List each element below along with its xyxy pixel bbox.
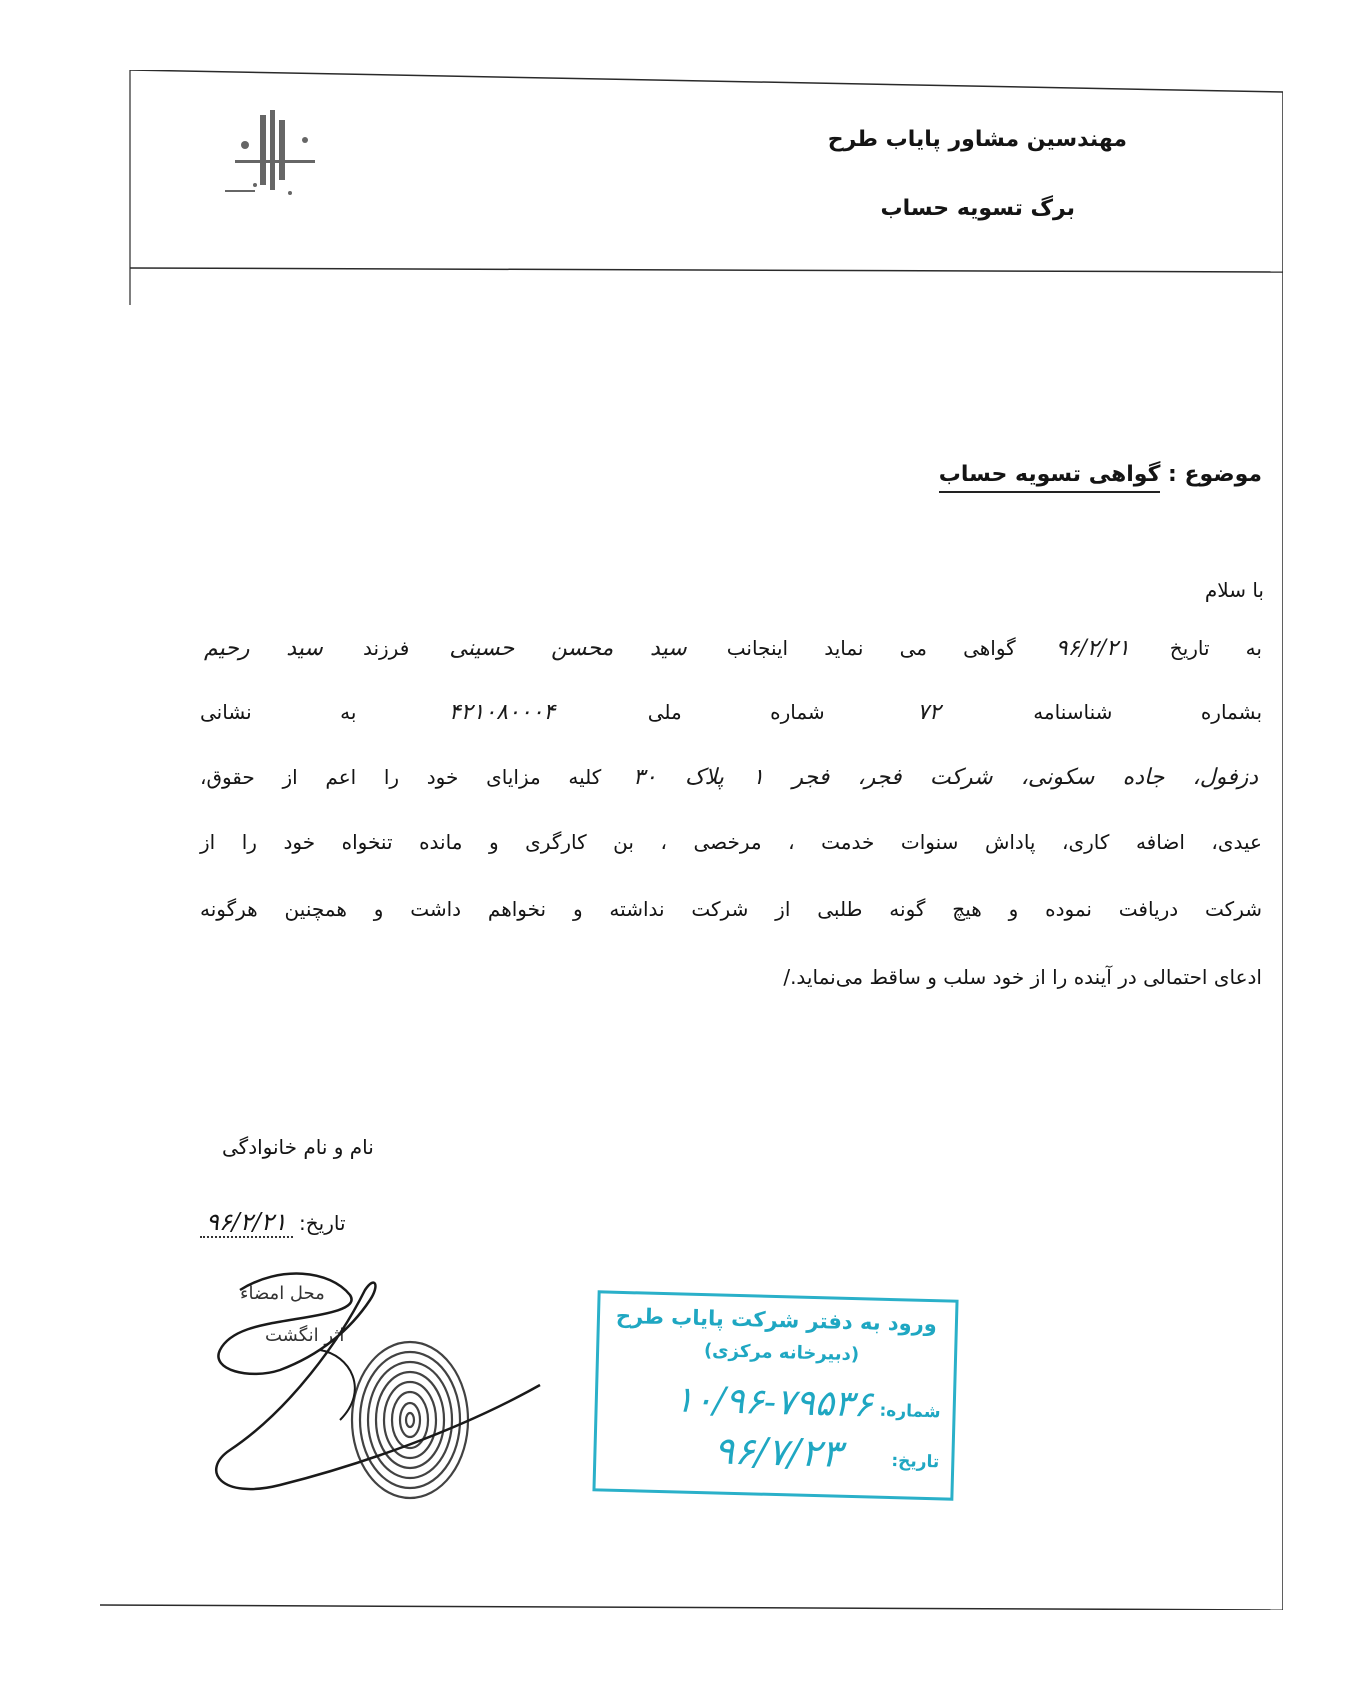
body-line-4: عیدی، اضافه کاری، پاداش سنوات خدمت ، مرخصی ، بن کارگری و مانده تنخواه خود را از [200, 830, 1262, 854]
text-child-of: فرزند [362, 636, 410, 660]
registration-stamp [592, 1290, 958, 1500]
stamp-date: ۹۶/۷/۲۳ [713, 1428, 843, 1476]
subject-label: موضوع : [1168, 462, 1262, 487]
company-name: مهندسین مشاور پایاب طرح [827, 127, 1127, 152]
text-certify: گواهی می نماید اینجانب [726, 636, 1016, 660]
handwritten-address: دزفول، جاده سکونی، شرکت فجر، فجر ۱ پلاک ۳۰ [633, 765, 1259, 790]
handwritten-national-id: ۴۲۱۰۸۰۰۰۴ [448, 700, 556, 725]
body-line-6: ادعای احتمالی در آینده را از خود سلب و ساقط می‌نماید./ [783, 965, 1262, 989]
text-national-id: شماره ملی [647, 700, 825, 724]
text-id-number: بشماره شناسنامه [1033, 700, 1263, 724]
fingerprint-label: اثر انگشت [265, 1325, 345, 1346]
text-benefits: کلیه مزایای خود را اعم از حقوق، [200, 765, 602, 789]
signature-label: محل امضاء [240, 1283, 325, 1304]
body-line-1 [200, 636, 1262, 661]
stamp-number: ۱۰/۹۶-۷۹۵۳۶ [673, 1379, 874, 1426]
footer-date-value: ۹۶/۲/۲۱ [200, 1208, 293, 1238]
name-label: نام و نام خانوادگی [222, 1135, 374, 1159]
handwritten-father-name: سید رحیم [204, 636, 323, 661]
handwritten-date: ۹۶/۲/۲۱ [1055, 636, 1130, 661]
company-logo [215, 105, 335, 215]
footer-date-label: تاریخ: [298, 1211, 346, 1235]
text-address: به نشانی [200, 700, 357, 724]
handwritten-name: سید محسن حسینی [449, 636, 687, 661]
body-line-3 [200, 765, 1262, 790]
text-date-prefix: به تاریخ [1169, 636, 1262, 660]
subject-value: گواهی تسویه حساب [939, 462, 1161, 493]
form-title: برگ تسویه حساب [880, 196, 1075, 221]
body-line-5: شرکت دریافت نموده و هیچ گونه طلبی از شرکت نداشته و نخواهم داشت و همچنین هرگونه [200, 897, 1262, 921]
stamp-title: ورود به دفتر شرکت پایاب طرح [615, 1303, 938, 1337]
subject-line [939, 462, 1262, 487]
signature-mark [200, 1260, 560, 1520]
stamp-number-label: شماره: [879, 1400, 941, 1423]
stamp-date-label: تاریخ: [891, 1451, 940, 1473]
greeting: با سلام [1204, 578, 1264, 602]
body-line-2 [200, 700, 1262, 725]
stamp-subtitle: (دبیرخانه مرکزی) [703, 1340, 860, 1366]
footer-date [200, 1208, 346, 1236]
handwritten-id-number: ۷۲ [917, 700, 941, 725]
